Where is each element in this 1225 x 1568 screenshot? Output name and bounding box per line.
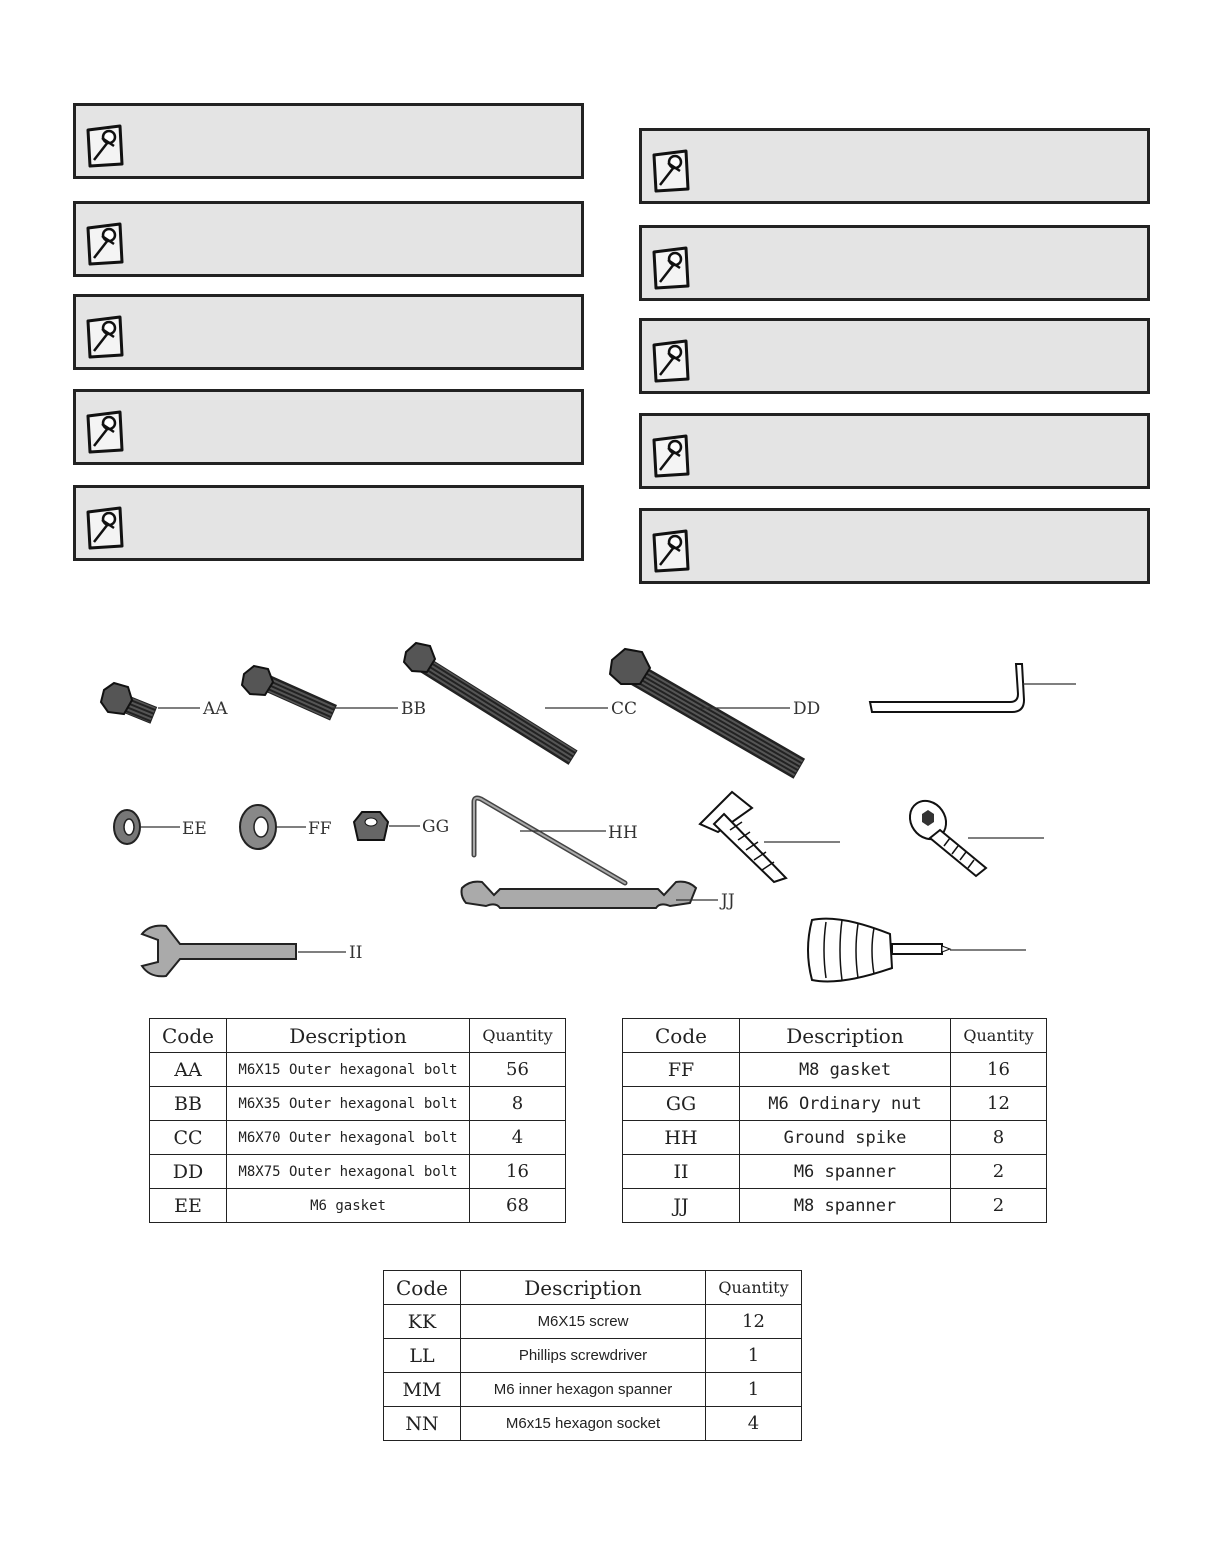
label-dd: DD — [793, 699, 821, 719]
table-row — [384, 1373, 802, 1407]
part-code: KK — [384, 1305, 461, 1339]
label-bb: BB — [401, 699, 426, 719]
nut-gg-icon — [354, 812, 420, 840]
part-quantity: 2 — [951, 1189, 1047, 1223]
table-row — [150, 1087, 566, 1121]
label-ff: FF — [308, 819, 332, 839]
note-pin-icon — [82, 218, 130, 268]
col-header-description: Description — [461, 1271, 706, 1305]
part-quantity: 12 — [951, 1087, 1047, 1121]
note-pin-icon — [648, 242, 696, 292]
part-quantity: 1 — [706, 1339, 802, 1373]
part-description: M6X70 Outer hexagonal bolt — [227, 1121, 470, 1155]
col-header-quantity: Quantity — [706, 1271, 802, 1305]
bolt-dd-icon — [610, 649, 804, 778]
note-pin-icon — [648, 335, 696, 385]
note-box-4 — [73, 389, 584, 465]
note-pin-icon — [648, 430, 696, 480]
note-pin-icon — [648, 525, 696, 575]
note-box-1 — [73, 103, 584, 179]
label-gg: GG — [422, 817, 450, 837]
table-row — [150, 1121, 566, 1155]
part-code: EE — [150, 1189, 227, 1223]
note-box-2 — [73, 201, 584, 277]
spanner-ii-icon — [142, 926, 346, 977]
label-ee: EE — [182, 819, 207, 839]
label-ii: II — [349, 943, 363, 963]
table-row — [623, 1053, 1047, 1087]
table-row — [150, 1155, 566, 1189]
parts-table-2 — [622, 1018, 1047, 1223]
hardware-parts-diagram — [0, 600, 1225, 1000]
part-description: M6X15 Outer hexagonal bolt — [227, 1053, 470, 1087]
part-code: II — [623, 1155, 740, 1189]
part-code: LL — [384, 1339, 461, 1373]
part-quantity: 4 — [470, 1121, 566, 1155]
washer-ff-icon — [240, 805, 306, 849]
part-code: AA — [150, 1053, 227, 1087]
part-description: M6 inner hexagon spanner — [461, 1373, 706, 1407]
note-pin-icon — [82, 502, 130, 552]
table-row — [623, 1087, 1047, 1121]
note-box-5 — [73, 485, 584, 561]
part-quantity: 2 — [951, 1155, 1047, 1189]
col-header-code: Code — [623, 1019, 740, 1053]
table-row — [150, 1189, 566, 1223]
parts-table-3 — [383, 1270, 802, 1441]
note-box-3 — [73, 294, 584, 370]
part-code: DD — [150, 1155, 227, 1189]
part-description: Phillips screwdriver — [461, 1339, 706, 1373]
part-description: M6x15 hexagon socket — [461, 1407, 706, 1441]
part-quantity: 4 — [706, 1407, 802, 1441]
parts-table-1 — [149, 1018, 566, 1223]
part-description: M6X15 screw — [461, 1305, 706, 1339]
bolt-cc-icon — [404, 643, 608, 764]
col-header-code: Code — [150, 1019, 227, 1053]
part-description: Ground spike — [740, 1121, 951, 1155]
label-cc: CC — [611, 699, 638, 719]
part-quantity: 12 — [706, 1305, 802, 1339]
note-pin-icon — [648, 145, 696, 195]
col-header-description: Description — [227, 1019, 470, 1053]
note-box-10 — [639, 508, 1150, 584]
note-box-9 — [639, 413, 1150, 489]
table-row — [623, 1121, 1047, 1155]
note-box-7 — [639, 225, 1150, 301]
part-code: NN — [384, 1407, 461, 1441]
part-code: BB — [150, 1087, 227, 1121]
part-code: CC — [150, 1121, 227, 1155]
table-row — [384, 1407, 802, 1441]
part-code: FF — [623, 1053, 740, 1087]
part-description: M6 gasket — [227, 1189, 470, 1223]
label-jj: JJ — [721, 891, 735, 911]
washer-ee-icon — [114, 810, 180, 844]
part-code: GG — [623, 1087, 740, 1121]
bolt-aa-icon — [101, 683, 200, 723]
table-row — [623, 1189, 1047, 1223]
col-header-quantity: Quantity — [951, 1019, 1047, 1053]
part-code: MM — [384, 1373, 461, 1407]
part-code: JJ — [623, 1189, 740, 1223]
part-description: M6 Ordinary nut — [740, 1087, 951, 1121]
table-row — [384, 1339, 802, 1373]
hex-key-icon — [870, 664, 1076, 712]
ground-spike-hh-icon — [474, 798, 625, 883]
socket-head-screw-icon — [903, 794, 1044, 876]
part-quantity: 68 — [470, 1189, 566, 1223]
flat-head-screw-icon — [700, 792, 840, 882]
note-pin-icon — [82, 120, 130, 170]
part-quantity: 1 — [706, 1373, 802, 1407]
part-description: M6X35 Outer hexagonal bolt — [227, 1087, 470, 1121]
part-description: M6 spanner — [740, 1155, 951, 1189]
table-row — [623, 1155, 1047, 1189]
label-aa: AA — [203, 699, 228, 719]
part-quantity: 16 — [951, 1053, 1047, 1087]
part-description: M8 spanner — [740, 1189, 951, 1223]
col-header-quantity: Quantity — [470, 1019, 566, 1053]
part-quantity: 16 — [470, 1155, 566, 1189]
table-row — [150, 1053, 566, 1087]
note-pin-icon — [82, 311, 130, 361]
col-header-code: Code — [384, 1271, 461, 1305]
screwdriver-icon — [808, 919, 1026, 982]
part-quantity: 8 — [470, 1087, 566, 1121]
part-quantity: 56 — [470, 1053, 566, 1087]
part-code: HH — [623, 1121, 740, 1155]
part-quantity: 8 — [951, 1121, 1047, 1155]
label-hh: HH — [608, 823, 638, 843]
spanner-jj-icon — [462, 882, 719, 908]
note-pin-icon — [82, 406, 130, 456]
bolt-bb-icon — [242, 666, 398, 720]
part-description: M8 gasket — [740, 1053, 951, 1087]
part-description: M8X75 Outer hexagonal bolt — [227, 1155, 470, 1189]
note-box-6 — [639, 128, 1150, 204]
col-header-description: Description — [740, 1019, 951, 1053]
table-row — [384, 1305, 802, 1339]
note-box-8 — [639, 318, 1150, 394]
